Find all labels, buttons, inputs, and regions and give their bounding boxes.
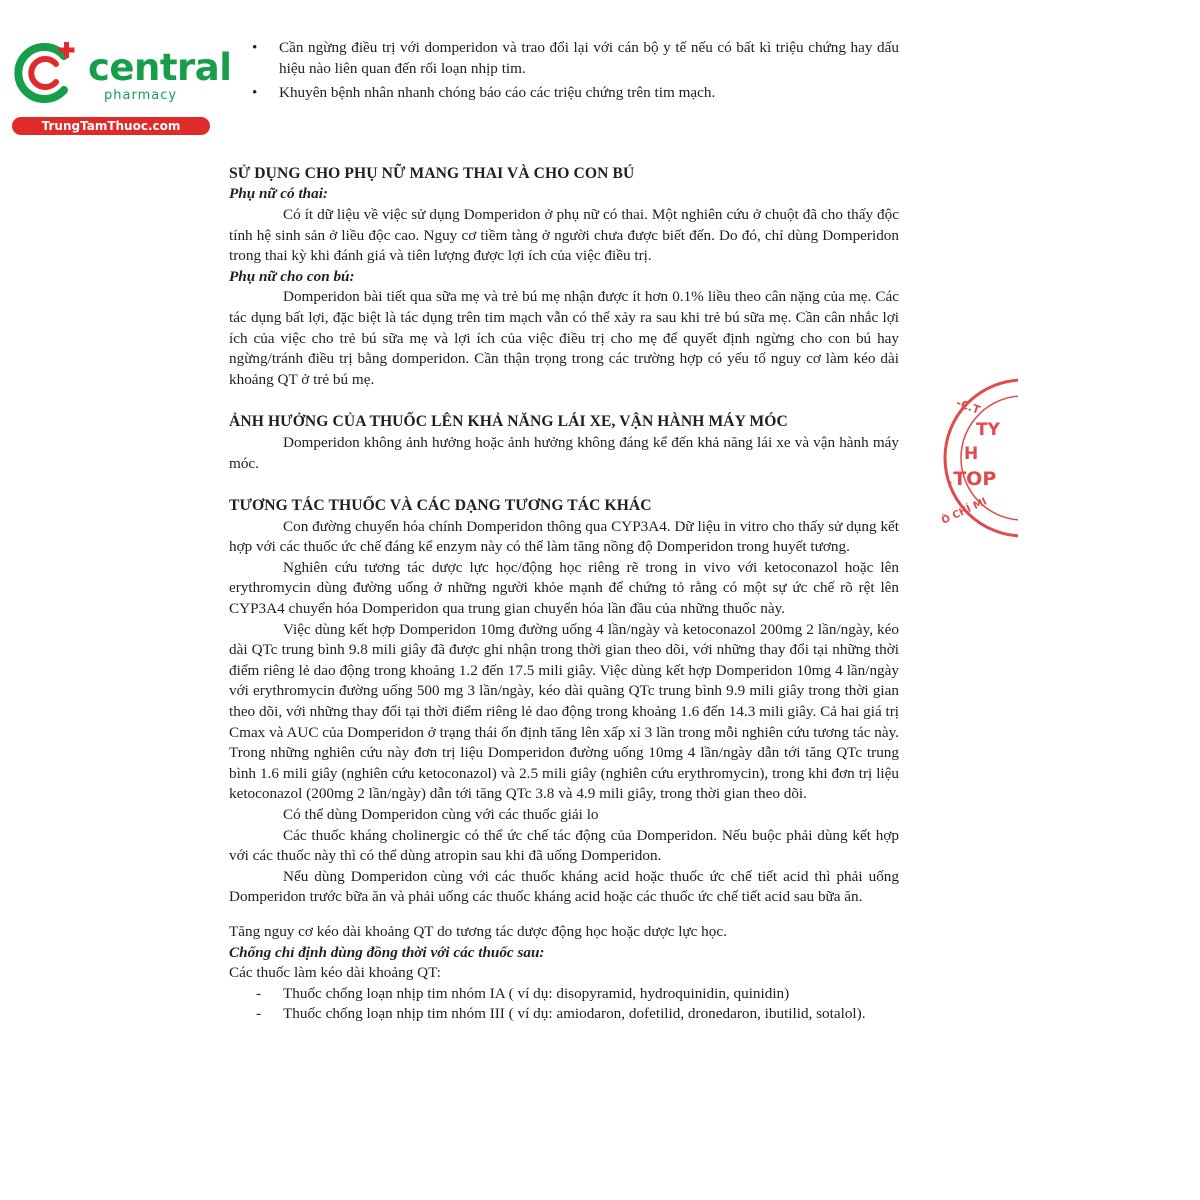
qt-drug-list xyxy=(229,984,899,1025)
interactions-paragraph-1: Con đường chuyển hóa chính Domperidon thông qua CYP3A4. Dữ liệu in vitro cho thấy sử dụng kết hợp với các thuốc ức chế đáng kể enzym này có thể làm tăng nồng độ Domperidon trong huyết tương. xyxy=(229,517,899,556)
driving-paragraph: Domperidon không ảnh hưởng hoặc ảnh hưởng không đáng kể đến khả năng lái xe và vận hành máy móc. xyxy=(229,433,899,472)
interactions-paragraph-5: Các thuốc kháng cholinergic có thể ức chế tác động của Domperidon. Nếu buộc phải dùng kết hợp với các thuốc này thì có thể dùng atropin sau khi đã uống Domperidon. xyxy=(229,826,899,865)
interactions-paragraph-2: Nghiên cứu tương tác dược lực học/động học riêng rẽ trong in vivo với ketoconazol hoặc lên erythromycin dùng đường uống ở những người khỏe mạnh để chứng tỏ rằng có một sự ức chế rõ rệt lên CYP3A4 chuyển hóa Domperidon qua trung gian chuyển hóa lần đầu của những thuốc này. xyxy=(229,558,899,618)
bullet-item: • Khuyên bệnh nhân nhanh chóng báo cáo các triệu chứng trên tim mạch. xyxy=(279,83,899,104)
pharmacy-cross-logo-icon xyxy=(12,38,82,108)
stamp-line-3: H xyxy=(964,444,979,464)
bullet-item: • Cần ngừng điều trị với domperidon và trao đổi lại với cán bộ y tế nếu có bất kì triệu chứng hay dấu hiệu nào liên quan đến rối loạn nhịp tim. xyxy=(279,38,899,79)
interactions-paragraph-3: Việc dùng kết hợp Domperidon 10mg đường uống 4 lần/ngày và ketoconazol 200mg 2 lần/ngày, kéo dài QTc trung bình 9.8 mili giây đã được ghi nhận trong thời gian theo dõi, với những thay đổi tại những thời điểm riêng lẻ dao động trong khoảng 1.2 đến 17.5 mili giây. Việc dùng kết hợp Domperidon 10mg 4 lần/ngày với erythromycin đường uống 500 mg 3 lần/ngày, kéo dài quãng QTc trung bình 9.9 mili giây trong thời gian theo dõi, với những thay đổi tại thời điểm riêng lẻ dao động trong khoảng 1.6 đến 14.3 mili giây. Cả hai giá trị Cmax và AUC của Domperidon ở trạng thái ổn định tăng lên xấp xỉ 3 lần trong mỗi nghiên cứu tương tác này. Trong những nghiên cứu này đơn trị liệu Domperidon đường uống 10mg 4 lần/ngày dẫn tới tăng QTc trung bình 1.6 mili giây (nghiên cứu ketoconazol) và 2.5 mili giây (nghiên cứu erythromycin), trong khi đơn trị liệu ketoconazol (200mg 2 lần/ngày) dẫn tới tăng QTc 3.8 và 4.9 mili giây, trong thời gian theo dõi. xyxy=(229,620,899,803)
driving-heading: ẢNH HƯỞNG CỦA THUỐC LÊN KHẢ NĂNG LÁI XE, VẬN HÀNH MÁY MÓC xyxy=(229,413,788,431)
list-item: - Thuốc chống loạn nhịp tim nhóm III ( ví dụ: amiodaron, dofetilid, dronedaron, ibutilid, sotalol). xyxy=(283,1004,899,1025)
brand-logo[interactable] xyxy=(12,38,232,138)
interactions-paragraph-6: Nếu dùng Domperidon cùng với các thuốc kháng acid hoặc thuốc ức chế tiết acid thì phải uống Domperidon trước bữa ăn và phải uống các thuốc kháng acid hoặc các thuốc ức chế tiết acid sau bữa ăn. xyxy=(229,867,899,906)
qt-drugs-intro: Các thuốc làm kéo dài khoảng QT: xyxy=(229,964,441,982)
red-stamp xyxy=(928,378,1018,548)
interactions-heading: TƯƠNG TÁC THUỐC VÀ CÁC DẠNG TƯƠNG TÁC KHÁC xyxy=(229,497,652,515)
brand-tagline: pharmacy xyxy=(104,88,178,103)
contraindication-label: Chống chỉ định dùng đồng thời với các thuốc sau: xyxy=(229,943,545,961)
breastfeeding-label: Phụ nữ cho con bú: xyxy=(229,267,355,285)
brand-website-link[interactable]: TrungTamThuoc.com xyxy=(12,117,210,135)
pregnancy-heading: SỬ DỤNG CHO PHỤ NỮ MANG THAI VÀ CHO CON BÚ xyxy=(229,164,635,182)
stamp-line-2: TY xyxy=(976,420,1000,440)
list-item: - Thuốc chống loạn nhịp tim nhóm IA ( ví dụ: disopyramid, hydroquinidin, quinidin) xyxy=(283,984,899,1005)
brand-name: central xyxy=(88,46,232,89)
stamp-line-1: -C.T xyxy=(954,396,982,417)
stamp-line-5: Ô CHÍ MI xyxy=(939,496,989,527)
interactions-paragraph-4: Có thể dùng Domperidon cùng với các thuốc giải lo xyxy=(283,806,599,823)
breastfeeding-paragraph: Domperidon bài tiết qua sữa mẹ và trẻ bú mẹ nhận được ít hơn 0.1% liều theo cân nặng của mẹ. Các tác dụng bất lợi, đặc biệt là tác dụng trên tim mạch vẫn có thể xảy ra sau khi trẻ bú sữa mẹ. Cần cân nhắc lợi ích của việc cho trẻ bú sữa mẹ và lợi ích của việc điều trị cho mẹ để quyết định ngừng cho con bú hay ngừng/tránh điều trị bằng domperidon. Cần thận trọng trong các trường hợp có yếu tố nguy cơ làm kéo dài khoảng QT ở trẻ bú mẹ. xyxy=(229,288,899,388)
qt-risk-line: Tăng nguy cơ kéo dài khoảng QT do tương tác dược động học hoặc dược lực học. xyxy=(229,922,727,940)
pregnant-paragraph: Có ít dữ liệu về việc sử dụng Domperidon ở phụ nữ có thai. Một nghiên cứu ở chuột đã cho thấy độc tính hệ sinh sản ở liều độc cao. Nguy cơ tiềm tàng ở người chưa được biết đến. Do đó, chỉ dùng Domperidon trong thai kỳ khi đánh giá và tiên lượng được lợi ích của việc điều trị. xyxy=(229,205,899,265)
intro-bullet-list xyxy=(229,38,899,104)
stamp-line-4: .TOP xyxy=(946,468,997,490)
document-page xyxy=(229,38,899,1025)
pregnant-label: Phụ nữ có thai: xyxy=(229,185,328,203)
